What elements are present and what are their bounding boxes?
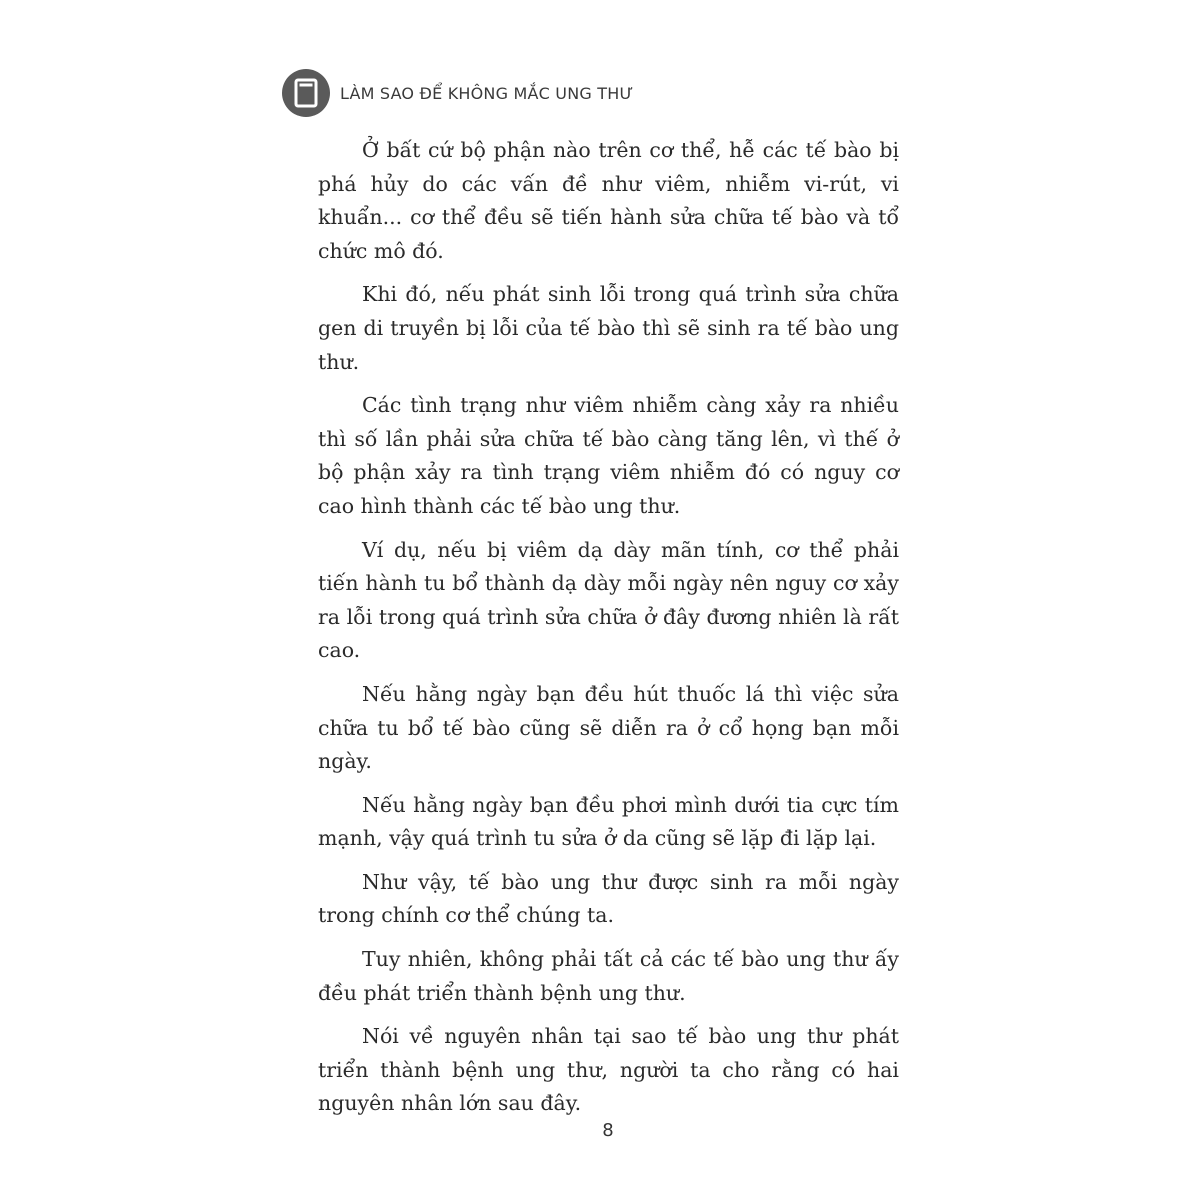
paragraph: Các tình trạng như viêm nhiễm càng xảy ra nhiều thì số lần phải sửa chữa tế bào càng tăng lên, vì thế ở bộ phận xảy ra tình trạng viêm nhiễm đó có nguy cơ cao hình thành các tế bào ung thư. bbox=[318, 393, 899, 518]
book-title: LÀM SAO ĐỂ KHÔNG MẮC UNG THƯ bbox=[340, 83, 634, 103]
paragraph: Nếu hằng ngày bạn đều phơi mình dưới tia cực tím mạnh, vậy quá trình tu sửa ở da cũng sẽ lặp đi lặp lại. bbox=[318, 792, 899, 851]
paragraph: Tuy nhiên, không phải tất cả các tế bào ung thư ấy đều phát triển thành bệnh ung thư. bbox=[318, 947, 899, 1005]
paragraph: Như vậy, tế bào ung thư được sinh ra mỗi ngày trong chính cơ thể chúng ta. bbox=[318, 869, 899, 928]
body-text bbox=[318, 134, 899, 1131]
paragraph: Nếu hằng ngày bạn đều hút thuốc lá thì việc sửa chữa tu bổ tế bào cũng sẽ diễn ra ở cổ họng bạn mỗi ngày. bbox=[318, 681, 899, 774]
paragraph: Ở bất cứ bộ phận nào trên cơ thể, hễ các tế bào bị phá hủy do các vấn đề như viêm, nhiễm vi-rút, vi khuẩn... cơ thể đều sẽ tiến hành sửa chữa tế bào và tổ chức mô đó. bbox=[318, 138, 899, 263]
page-number: 8 bbox=[602, 1120, 614, 1141]
running-header bbox=[282, 69, 633, 117]
book-icon bbox=[282, 69, 330, 117]
paragraph: Ví dụ, nếu bị viêm dạ dày mãn tính, cơ thể phải tiến hành tu bổ thành dạ dày mỗi ngày nên nguy cơ xảy ra lỗi trong quá trình sửa chữa ở đây đương nhiên là rất cao. bbox=[318, 537, 899, 663]
paragraph: Khi đó, nếu phát sinh lỗi trong quá trình sửa chữa gen di truyền bị lỗi của tế bào thì sẽ sinh ra tế bào ung thư. bbox=[318, 282, 899, 374]
paragraph: Nói về nguyên nhân tại sao tế bào ung thư phát triển thành bệnh ung thư, người ta cho rằng có hai nguyên nhân lớn sau đây. bbox=[318, 1024, 899, 1116]
